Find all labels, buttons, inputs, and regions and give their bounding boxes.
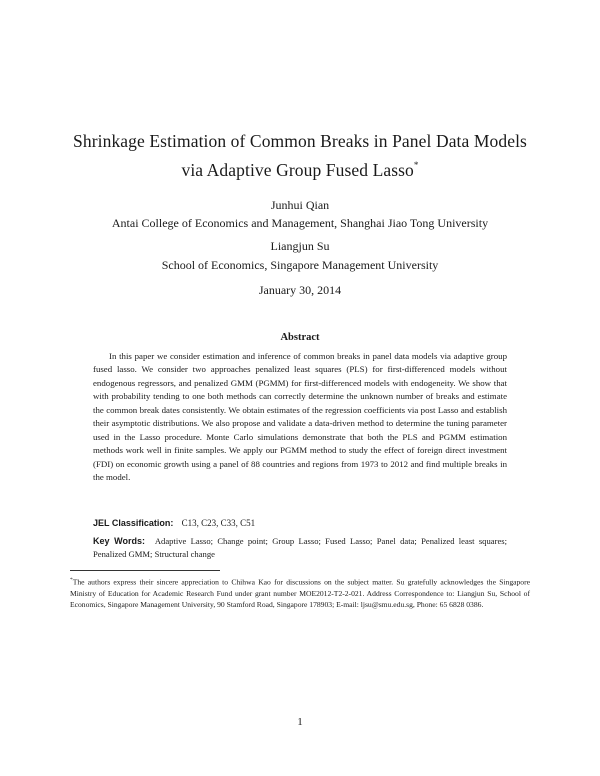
jel-codes: C13, C23, C33, C51	[181, 518, 256, 528]
footnote-text: The authors express their sincere appreciation to Chihwa Kao for discussions on the subject matter. Su gratefully acknowledges the Singapore Ministry of Education for Academic Research Fund under grant number MOE2012-T2-2-021. Address Correspondence to: Liangjun Su, School of Economics, Singapore Management University, 90 Stamford Road, Singapore 178903; E-mail: ljsu@smu.edu.sg, Phone: 65 6828 0386.	[70, 577, 530, 609]
title-text-1: Shrinkage Estimation of Common Breaks in Panel Data Models	[73, 131, 527, 151]
paper-title-line-1	[0, 131, 600, 152]
abstract-body	[93, 350, 507, 485]
abstract-heading: Abstract	[280, 332, 320, 343]
title-text-2: via Adaptive Group Fused Lasso	[181, 160, 414, 180]
jel-classification	[93, 517, 507, 530]
paper-date: January 30, 2014	[258, 283, 342, 297]
author-name-2: Liangjun Su	[270, 239, 330, 253]
paper-title-line-2	[0, 160, 600, 181]
author-affiliation-2: School of Economics, Singapore Management University	[161, 258, 439, 272]
key-words	[93, 535, 507, 560]
footnote-mark: *	[70, 577, 73, 583]
abstract-text: In this paper we consider estimation and inference of common breaks in panel data models via adaptive group fused lasso. We consider two approaches penalized least squares (PLS) for first-differenced models without endogenous regressors, and penalized GMM (PGMM) for first-differenced models with endogeneity. We show that with probability tending to one both methods can correctly determine the unknown number of breaks and estimate the common break dates consistently. We obtain estimates of the regression coefficients via post Lasso and establish their asymptotic distributions. We also propose and validate a data-driven method to determine the tuning parameter used in the Lasso procedure. Monte Carlo simulations demonstrate that both the PLS and PGMM estimation methods work well in finite samples. We apply our PGMM method to study the effect of foreign direct investment (FDI) on economic growth using a panel of 88 countries and regions from 1973 to 2012 and find multiple breaks in the model.	[93, 351, 507, 483]
jel-label: JEL Classification:	[93, 518, 174, 528]
key-words-text: Adaptive Lasso; Change point; Group Lasso; Fused Lasso; Panel data; Penalized least squares; Penalized GMM; Structural change	[93, 536, 507, 559]
author-affiliation-1: Antai College of Economics and Management, Shanghai Jiao Tong University	[111, 216, 489, 230]
key-words-label: Key Words:	[93, 536, 145, 546]
footnote-rule	[70, 570, 220, 571]
author-name-1: Junhui Qian	[270, 198, 330, 212]
footnote	[70, 575, 530, 610]
title-footnote-mark[interactable]: *	[413, 160, 419, 171]
page-number: 1	[297, 716, 303, 728]
